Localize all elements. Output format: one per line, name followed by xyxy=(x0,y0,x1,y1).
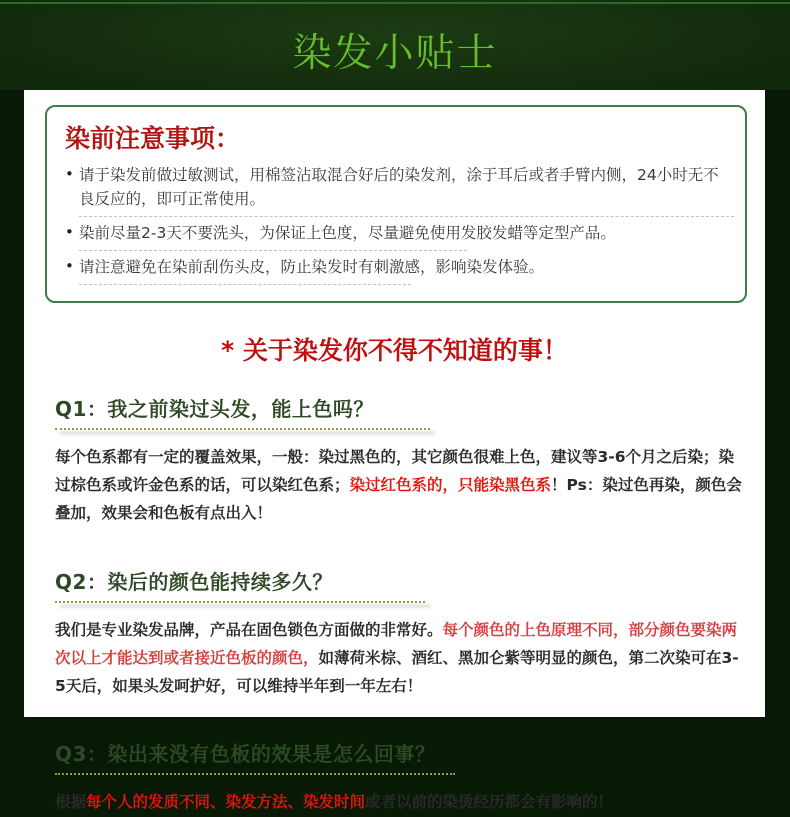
answer-text: ！Ps：染过色再染，颜色会叠加，效果会和色板有点出入！ xyxy=(55,475,742,522)
section-heading: * 关于染发你不得不知道的事！ xyxy=(221,336,568,366)
answer-text-highlight: 每个人的发质不同、染发方法、染发时间 xyxy=(86,793,366,812)
dotted-underline xyxy=(55,601,425,603)
bullet-dot-icon: • xyxy=(65,257,74,276)
bullet-dot-icon: • xyxy=(65,223,74,242)
dashed-divider xyxy=(79,284,411,285)
faq-q3-question: Q3：染出来没有色板的效果是怎么回事？ xyxy=(55,742,436,767)
pre-dye-notice-card xyxy=(45,105,747,303)
answer-text: 每个色系都有一定的覆盖效果，一般：染过黑色的，其它颜色很难上色，建议等3-6个月之后染；染过棕色系或许金色系的话，可以染红色系； xyxy=(55,448,735,494)
notice-card-title: 染前注意事项： xyxy=(65,124,241,153)
answer-text-highlight: 每个颜色的上色原理不同，部分颜色要染两次以上才能达到或者接近色板的颜色， xyxy=(55,620,738,667)
notice-bullet-2 xyxy=(65,221,727,245)
dotted-underline xyxy=(55,773,455,775)
bullet-dot-icon: • xyxy=(65,165,74,183)
notice-bullet-1-text: 请于染发前做过敏测试，用棉签沾取混合好后的染发剂，涂于耳后或者手臂内侧，24小时无不良反应的，即可正常使用。 xyxy=(79,166,719,209)
page-header xyxy=(0,0,790,90)
notice-bullet-2-text: 染前尽量2-3天不要洗头，为保证上色度，尽量避免使用发胶发蜡等定型产品。 xyxy=(79,224,616,243)
faq-item-q2 xyxy=(55,566,743,701)
header-top-line xyxy=(0,2,790,4)
answer-text-highlight: 染过红色系的，只能染黑色系 xyxy=(349,475,552,494)
notice-bullet-3 xyxy=(65,255,727,279)
answer-text: 我们是专业染发品牌，产品在固色锁色方面做的非常好。 xyxy=(55,620,443,639)
notice-bullet-1 xyxy=(65,163,727,211)
page-title: 染发小贴士 xyxy=(292,31,498,76)
dashed-divider xyxy=(79,216,734,217)
content-area xyxy=(24,90,765,812)
answer-text: 根据 xyxy=(55,793,87,812)
faq-q1-answer xyxy=(55,444,743,528)
dashed-divider xyxy=(79,250,467,251)
notice-bullet-3-text: 请注意避免在染前刮伤头皮，防止染发时有刺激感，影响染发体验。 xyxy=(79,258,545,277)
faq-q2-question: Q2：染后的颜色能持续多久？ xyxy=(55,569,333,594)
faq-item-q3 xyxy=(55,738,743,817)
faq-q2-answer xyxy=(55,617,743,701)
faq-q1-question: Q1：我之前染过头发，能上色吗？ xyxy=(55,397,374,422)
faq-q3-answer xyxy=(55,789,743,817)
answer-text: 如薄荷米棕、酒红、黑加仑紫等明显的颜色，第二次染可在3-5天后，如果头发呵护好，可以维持半年到一年左右！ xyxy=(55,648,739,695)
faq-item-q1 xyxy=(55,393,743,528)
answer-text: 或者以前的染烫经历都会有影响的！ xyxy=(365,793,614,812)
dotted-underline xyxy=(55,428,430,430)
